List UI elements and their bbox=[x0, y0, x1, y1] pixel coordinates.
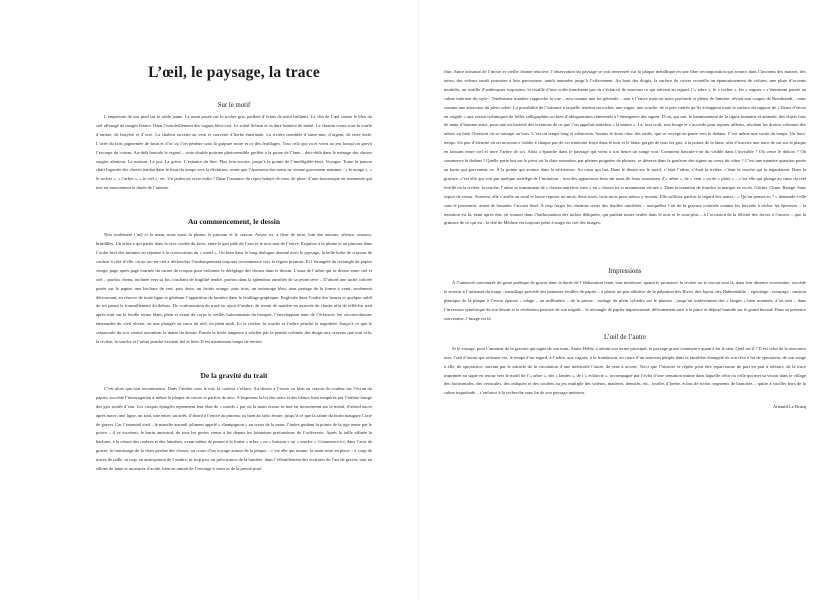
right-page bbox=[418, 0, 836, 600]
section-oeil-de-l-autre bbox=[444, 334, 806, 398]
section-paragraph: Si le voyage, pour l’amateur de la gravure qui signe de son nom, Annie Heldy, a atteint son terme principal, le paysage gravé commence quant à lui le sien. Quel est-il ? Il est celui de la rencontre avec l’œil d’autrui qui redonne vie, le temps d’un regard, à l’arbre, aux vagues, à la frondaison, au cours d’un nouveau périple dans la familière étrangeté de son rêve à lui de spectateur, de son songe à elle, de spectatrice, suivant par le miracle de la circulation d’une intériorité l’autre, de sens à accent. Voici que l’histoire se répète pour être reparcourue de part en part à rebours, de la trace imprimée au signe en retour vers le motif de l’« arbre », des « landes », de l’« éclaircie », accompagné par l’écho d’une sensation intime dans laquelle celui ou celle qui met sa vision dans le village des horizontales, des verticales, des obliques et des courbes au jeu multiple des valeurs, matières, densités, etc., touffes d’herbe, éclats de roche, segments de branches – quitte à vaciller hors de la calme inquiétude – s’enfonce à la recherche sans fin de son paysage intérieur. bbox=[444, 345, 806, 396]
section-impressions bbox=[444, 268, 806, 324]
section-gravite-du-trait bbox=[96, 371, 372, 474]
section-heading: Sur le motif bbox=[217, 102, 251, 109]
section-heading: De la gravité du trait bbox=[200, 370, 268, 380]
article-title: L’œil, le paysage, la trace bbox=[148, 64, 320, 81]
section-au-commencement bbox=[96, 217, 372, 347]
section-paragraph: Non seulement l’œil et la main, mais aussi la plume, le pinceau et le crayon. Assise ici, à fleur de terre, loin des auteurs, silence, oiseaux, brindilles. Un arbre à qui parler dans la vive coulée du lavis, entre le gris pâle de l’eau et le noir mat de l’encre. Esquisse à la plume et au pinceau dans l’ordre bref des minutes en réponse à la convocation du « motif ». Ou bien dans le long dialogue dessiné avec le paysage, la belle boîte de crayons de couleur à côté d’elle, où un arc-en-ciel a déclencher l’embarquement toujours recommencé vers la région promise. Et l’étrangeté du rectangle de papier vierge, page après page tournée du carnet de croquis pour ordonner le dérèglage des choses dans le dessin. L’aura de l’arbre qui se dresse entre ciel et ciel – parfois chenu, inclinée vers sa fin, touchant de fragilité tendre, parfois dans la splendeur ramifiée de sa jeune sève – D’abord une tache colorée posée sur le papier, une hachure de vert, puis deux, un frottis orange, puis trois, un entourage bleu, sans partage de la forme à venir, seulement découvrant, en réserve de toute ligne et générant l’apparition de lumière dans le feuillage graphique. Englouée dans l’ordre des heures et quelque oubli de soi parmi le fourmillement du dehors. De confrontation du tracé en ajout d’ombre, de termit de matière en avancée de clartés afin de réfléchir trait après trait sur la feuille terme blanc plein et avant du corps le veillés buissonnants du bosquet, l’enveloppant tenir de l’éclaircie, les circonvolutions émeraudes du vieil olivier, en une plongée au cœur du réel, en plein midi. Ici la rivière, la souche et l’arbre penché la regardent. Jusqu’à ce que le crépuscule du soir vienne assombrir la danse du dessin. Passée la levée tangence à vérifier par la pensée rythmée des doigts aux crayons que tout cela, la rivière, la souche et l’arbre penché existent bel et bien. Il est maintenant temps de rentrer. bbox=[96, 232, 372, 345]
section-paragraph: L’empreinte de son pied sur le sable jaune. La main posée sur le rocher gris, pailleté d’éclats de mica brillants. Le clin de l’œil contre le bleu du ciel effrangé de nuages blancs. Dans l’ensoleillement des vagues bleu-vert. Le soleil là-haut et sa dure lumière de métal. Le chemin creux sous la touffe d’ombre, de bruyère et d’ocre. La chaleur ouverte au vent et couverte d’herbe émeraude. La rivière tremblée d’outre-mer, d’argent, de terre étale. L’orée du bois pigmentée de brun et d’or où l’on pénètre sous la guipure noire et or des feuillages. Tout cela qui va et vient au jeu lorsqu’on gravit l’escarpe du coteau. Au-delà bascule le regard – cette double poitrine photosensible greffée à la proue de l’âme – déci-delà dans le ménage des choses surgies alentour. La maison. Le pot. La grève. L’estuaire du Sier. Plus loin encore, jusqu’à la pointe de l’intelligible-étoit. Voyager. Toute la pauvre chair bigarrée des choses tendue dans le tissu du temps vers la déchirure, avant que l’épaisseur des noms ne vienne gravement nommer : « le nuage », « le rocher », « l’arbre », « le ciel », etc. Un jardin où vivre enfin ? Dans l’instance du repos balayé de vent, de pluie, d’une bourrasque en tourmente qui met en mouvement la durée de l’attente. bbox=[96, 114, 372, 191]
section-sur-le-motif bbox=[96, 102, 372, 193]
section-heading: Impressions bbox=[608, 268, 642, 276]
section-paragraph: À l’intensité concentrée du geste poétique de graver dans la durée de l’élaboration lente, tout intérieure, quand le prononcé, la rivière ou le cercon sont là, dans leur absence souveraine, succède le revenir à l’artisanat du tirage : mouillage précédé des patientes feuilles de papier – à plaisir un peu alibitive de la palpation des Rives, des Japon, des Hahnemühle – égouttage ; essuyage ; onction plastique de la plaque à l’encre épaisse ; calage – au millimètre – de la presse : roulage du plein cylindre sur le plateau ; jusqu’au soulèvement des « langes » bien nommés, d’où naît – dans l’inversion symétrique de son dessin et la révélation positive de son négatif – le rectangle de papier impressionné, délicatement saisi à la pince et déposé humide sur le grand buvard. Dans sa présence souveraine, l’image est là. bbox=[444, 280, 806, 321]
section-paragraph: C’est alors que tout recommence. Dans l’atelier sous le toit, la couleur s’efface. Au dessin à l’encre ou bien au crayon de couleur sur l’écran du papier, succède l’interrogation à même la plaque de cuivre et parfois de zinc. S’imposent la loi des noirs et des blancs bien tempérés par l’infinie frange des gris roulés d’eau. Les croquis épinglés reprennent leur élan de « motifs » par où la main écrase se met en mouvement sur le métal, d’abord nacre après nacre, une ligne, un trait, une entre, un arrêt, d’abord à l’encre au pinceau ou bien au stylo feutre, jusqu’à ce que la sainte du burin inaugure l’acte de graver. Car l’essentiel sied – le manche arrondi joliment appelé « champignon » au creux de la main, l’index guidant la pointe de la tige tenue par le pouce – il se souvient, le burin ancestral, de tous les gestes venus à lui depuis les lointaines profondeurs de l’orfèvrerie. Après la taille affinée la hachure, à la césure des ombres et des lumières, avant même de penser à la forme « arbre » ou « buisson » ou « souche ». Commence ici, dans l’acte de graver, le tremissage de la chair perdue des choses, au cours d’un voyage autour de la plaque – c’est elle qui tourne, la main reste en place – à coup de traces de taille, ni trop, en anticipation de l’ombre, ni trop peu, en prévoyance de la lumière, dans l’effeuillement des écritures de l’art de graver, tout en sillons de lame et morsures d’acide, bien en amont de l’encrage à venir et de la presse posé bbox=[96, 385, 372, 472]
section-heading: Au commencement, le dessin bbox=[187, 217, 281, 227]
section-heading: L’œil de l’autre bbox=[603, 333, 647, 341]
author-signature: Arnauld Le Brusq bbox=[772, 404, 806, 410]
continued-paragraph: finir. Entre artisanat de l’incise et vieille chimie réactive, l’observation du paysage se voit renversée sur la plaque métallique en une libre recomposition qui avance dans l’inconnu des masses, des tettes, des valeurs tantôt poussées à leur paroxysme, tantôt animales jusqu’à l’effacement. Au bout des doigts, la surface de cuivre recueille un épanouissement de volutes, une pluie d’accents modulés, un souffle d’arabesques exquisites, la cisaille d’une volée tranchante par où s’éclaircit de nouveau ce qui advient au regard. l’« arbre », le « rocher », les « vagues » s’éternisent passés au calme intérieur du style : Tenebrisme manière rapproche la vue – non comme une loi générale – non à l’encre mais en noirs profonds et pleins de lumière, rêvant aux coupes de Rembrandt – mais comme une attraction du plein soleil. La possibilité de l’informe à laquelle tendent un rocher, une vague, une souche, de si près cadrés qu’ils échappent toute la surface du support de « fleurs d’encre en vrigule » aux versus rythmiques de folles calligraphies ou bien d’idéogrammes réinventés à l’émergence des signes. D’où, qui sait, le bannissement de la figure humaine et animale, des objets faits de main d’homme aussi, pour une exclusivité des créations de ce que l’on appelait autrefois « la nature ». Là, tout croît, tout bouge et s’accorde pour reparer ailleurs, révolant les droites colonnes des arbres ou bien l’horizon où se rattrape au bois. C’est un temps long et silencieux, hormis le doux choc des outils, que ce voyage en pente vers le dedans. C’est même une sortie du temps. Un hors-temps. Un peu d’éternité où on morceau s’oublie à chaque pas de cet itinéraire frayé dans le noir et le blanc gorgés de tous les gris, à la pointe de la lame, afin d’inscrire une trace de soi sur la plaque en laissant entre ciel et terre l’arbre de soi. Ainsi s’épanche dans le paysage qui vient à son heure un songe vrai. Comment bascule-t-on du visible dans l’invisible ? Où cesse le dehors ? Où commence le dedans ? Quelle porte but sur le pivot où la claie sensation, par pleines poignées de phrases, se déverse dans la gaufrure des signes au creux du crâne ? C’est une manière question posée au burin qui gravement va. À la pointe qui avance dans la sécheresse. Au cœur qui bat. Dans le dessin sur le motif, c’était l’arbre, c’était la rivière, c’était la souche qui la regardaient. Dans la gravure, c’est elle qui voit par quelque sortilège de l’imitation – non des apparences bien sûr mais de leurs sensations d’« arbre », de « vent » ou de « pluie » – c’est elle qui plonge au cœur du réel éveillé où la rivière, la souche, l’arbre se transmuent de « choses autrefois vues » en « choses ici et maintenant vécues ». Dans la tentation de franchir la marque en excès. Gâchis. Chute. Ratage. Sans espoir de retour. Souvent, elle s’arrête au seuil et laisse reposer un mois, deux mois, trois mois pour mieux y revenir. Elle sollicite parfois le regard des autres : « Qu’en penses-tu ? » demande-t-elle sans le prononcer, avant de hasarder l’accent final. À trop forger les chemins creux des feuilles ramifiées – auxquelles l’art de la gravure coïncide comme les buvards à sécher les épreuves – la tentation est là, étant après état, de tourner dans l’hallucination des taches déliquées, qui parlent toutes seules dans le noir et le sous-plus – à l’occasion de la félicité des forces à l’œuvre – que la grimace de ce qui est : la tête de Méduse est toujours prête à surgir du ciel des images. bbox=[444, 69, 806, 226]
